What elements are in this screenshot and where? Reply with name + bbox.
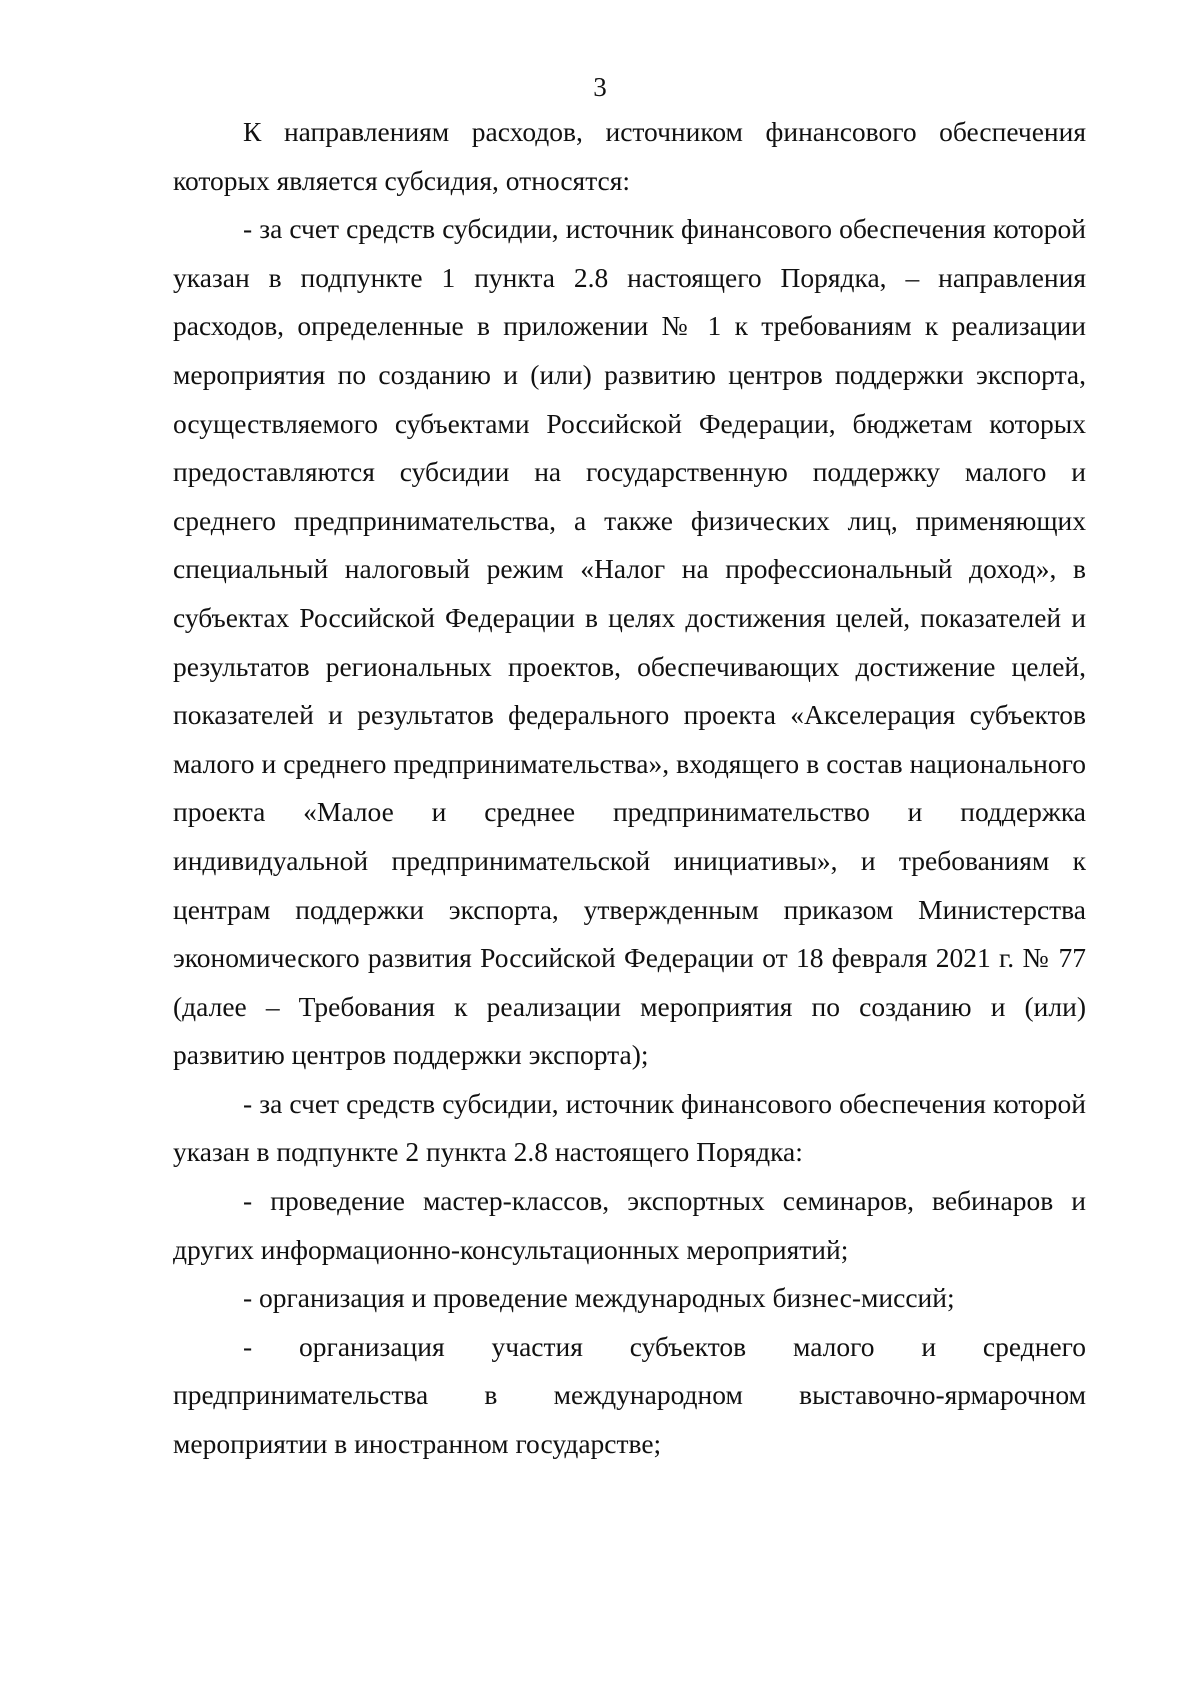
document-body — [173, 108, 1086, 1469]
paragraph-subsidy-subitem-2: - за счет средств субсидии, источник финансового обеспечения которой указан в подпункте 2 пункта 2.8 настоящего Порядка: — [173, 1087, 1086, 1168]
page-number: 3 — [593, 72, 607, 102]
paragraph-business-missions: - организация и проведение международных бизнес-миссий; — [243, 1282, 955, 1314]
paragraph-master-classes: - проведение мастер-классов, экспортных семинаров, вебинаров и других информационно-консультационных мероприятий; — [173, 1185, 1086, 1265]
paragraph-expense-directions-intro: К направлениям расходов, источником финансового обеспечения которых является субсидия, относятся: — [173, 116, 1086, 196]
paragraph-subsidy-subitem-1: - за счет средств субсидии, источник финансового обеспечения которой указан в подпункте 1 пункта 2.8 настоящего Порядка, – направления расходов, определенные в приложении № 1 к требованиям к реализации мероприятия по созданию и (или) развитию центров поддержки экспорта, осуществляемого субъектами Российской Федерации, бюджетам которых предоставляются субсидии на государственную поддержку малого и среднего предпринимательства, а также физических лиц, применяющих специальный налоговый режим «Налог на профессиональный доход», в субъектах Российской Федерации в целях достижения целей, показателей и результатов региональных проектов, обеспечивающих достижение целей, показателей и результатов федерального проекта «Акселерация субъектов малого и среднего предпринимательства», входящего в состав национального проекта «Малое и среднее предпринимательство и поддержка индивидуальной предпринимательской инициативы», и требованиям к центрам поддержки экспорта, утвержденным приказом Министерства экономического развития Российской Федерации от 18 февраля 2021 г. № 77 (далее – Требования к реализации мероприятия по созданию и (или) развитию центров поддержки экспорта); — [173, 213, 1086, 1071]
paragraph-exhibition-participation: - организация участия субъектов малого и среднего предпринимательства в международном выставочно-ярмарочном мероприятии в иностранном государстве; — [173, 1330, 1086, 1460]
